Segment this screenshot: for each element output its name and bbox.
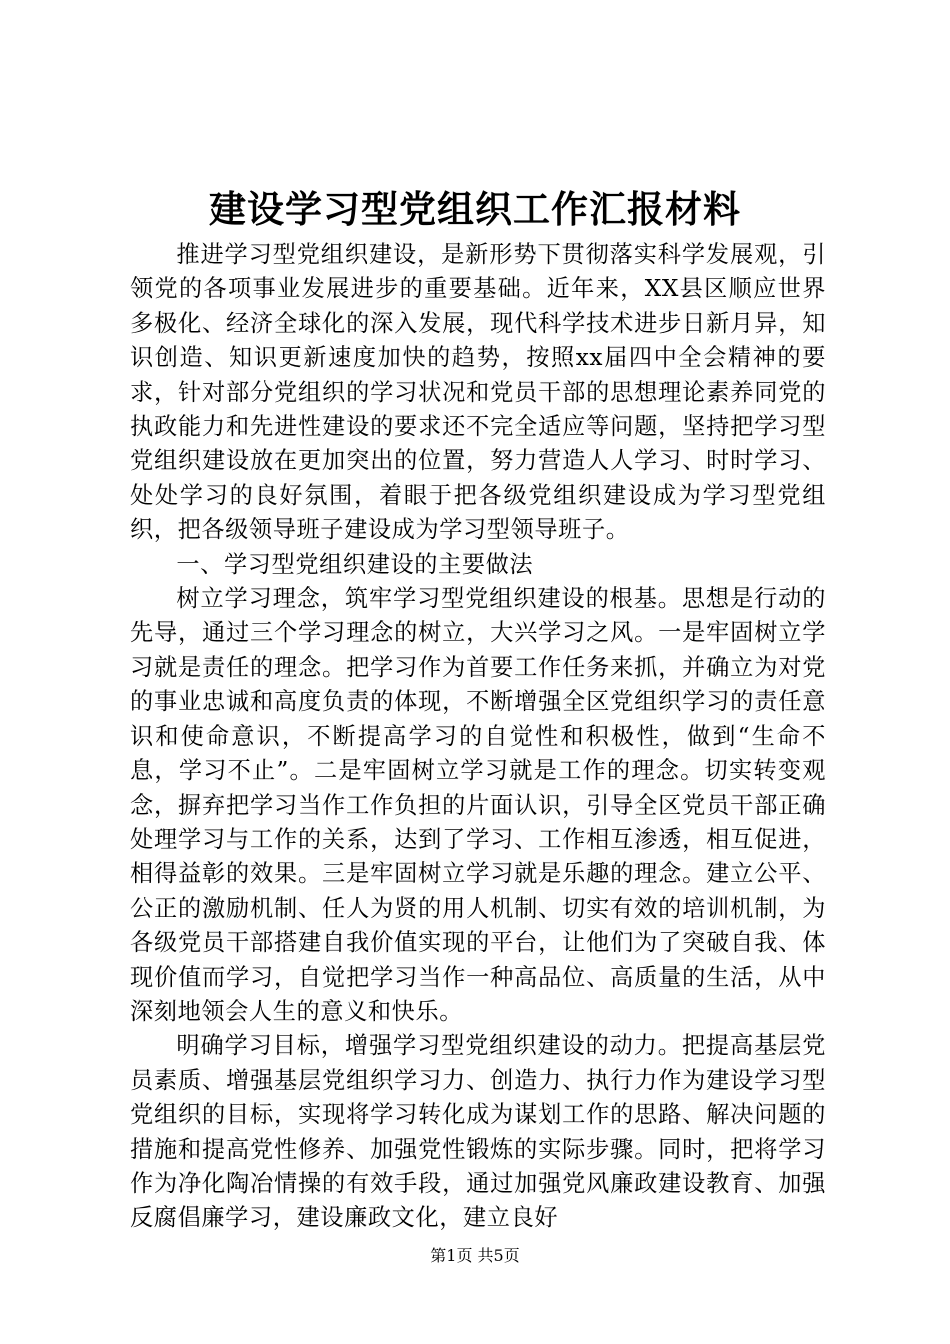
body-paragraph: 明确学习目标，增强学习型党组织建设的动力。把提高基层党员素质、增强基层党组织学习力、创造力、执行力作为建设学习型党组织的目标，实现将学习转化成为谋划工作的思路、解决问题的措施和提高党性修养、加强党性锻炼的实际步骤。同时，把将学习作为净化陶冶情操的有效手段，通过加强党风廉政建设教育、加强反腐倡廉学习，建设廉政文化，建立良好 [130,1032,826,1232]
document-body [130,238,826,1236]
section-heading: 一、学习型党组织建设的主要做法 [176,550,534,578]
intro-paragraph: 推进学习型党组织建设，是新形势下贯彻落实科学发展观，引领党的各项事业发展进步的重要基础。近年来，XX县区顺应世界多极化、经济全球化的深入发展，现代科学技术进步日新月异，知识创造、知识更新速度加快的趋势，按照xx届四中全会精神的要求，针对部分党组织的学习状况和党员干部的思想理论素养同党的执政能力和先进性建设的要求还不完全适应等问题，坚持把学习型党组织建设放在更加突出的位置，努力营造人人学习、时时学习、处处学习的良好氛围，着眼于把各级党组织建设成为学习型党组织，把各级领导班子建设成为学习型领导班子。 [130,241,826,544]
document-title: 建设学习型党组织工作汇报材料 [209,187,741,231]
page-number: 第1页 共5页 [430,1246,520,1265]
body-paragraph: 树立学习理念，筑牢学习型党组织建设的根基。思想是行动的先导，通过三个学习理念的树立，大兴学习之风。一是牢固树立学习就是责任的理念。把学习作为首要工作任务来抓，并确立为对党的事业忠诚和高度负责的体现，不断增强全区党组织学习的责任意识和使命意识，不断提高学习的自觉性和积极性，做到“生命不息，学习不止”。二是牢固树立学习就是工作的理念。切实转变观念，摒弃把学习当作工作负担的片面认识，引导全区党员干部正确处理学习与工作的关系，达到了学习、工作相互渗透，相互促进，相得益彰的效果。三是牢固树立学习就是乐趣的理念。建立公平、公正的激励机制、任人为贤的用人机制、切实有效的培训机制，为各级党员干部搭建自我价值实现的平台，让他们为了突破自我、体现价值而学习，自觉把学习当作一种高品位、高质量的生活，从中深刻地领会人生的意义和快乐。 [130,585,826,1025]
